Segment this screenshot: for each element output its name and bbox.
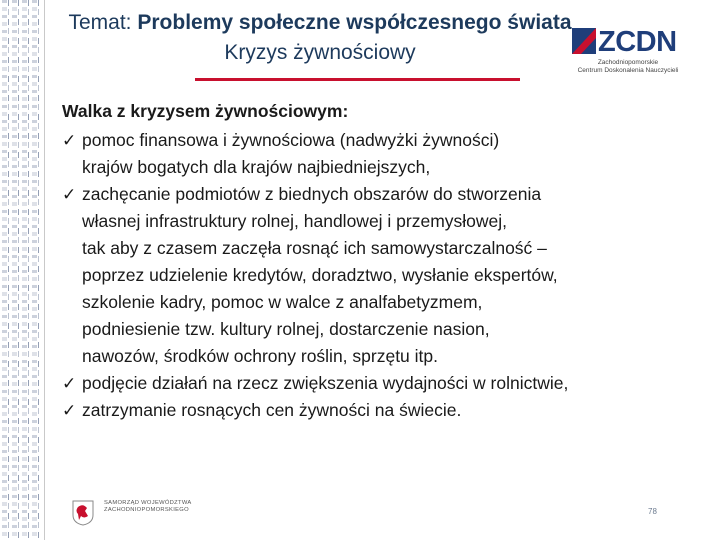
slide-content <box>62 98 702 424</box>
title-prefix: Temat: <box>68 11 138 34</box>
handwriting-decoration <box>0 0 46 540</box>
checkmark-icon: ✓ <box>62 374 77 393</box>
griffin-crest-icon <box>72 500 94 526</box>
footer-logo-text: SAMORZĄD WOJEWÓDZTWA ZACHODNIOPOMORSKIEGO <box>104 500 192 513</box>
list-item: ✓ pomoc finansowa i żywnościowa (nadwyżki żywności) krajów bogatych dla krajów najbiedniejszych, <box>62 127 702 181</box>
footer-logo <box>72 498 202 534</box>
title-underline <box>195 78 520 81</box>
checkmark-icon: ✓ <box>62 401 77 420</box>
title-topic: Problemy społeczne współczesnego świata <box>137 11 572 34</box>
list-item: ✓ zatrzymanie rosnących cen żywności na świecie. <box>62 397 702 424</box>
logo-caption: Zachodniopomorskie Centrum Doskonalenia Nauczycieli <box>577 59 679 74</box>
zcdn-mark-icon <box>572 28 596 54</box>
logo-text: ZCDN <box>598 26 677 58</box>
content-heading: Walka z kryzysem żywnościowym: <box>62 101 349 121</box>
list-item: ✓ zachęcanie podmiotów z biednych obszarów do stworzenia własnej infrastruktury rolnej, handlowej i przemysłowej, tak aby z czasem zaczęła rosnąć ich samowystarczalność – poprzez udzielenie kredytów, doradztwo, wysłanie ekspertów, szkolenie kadry, pomoc w walce z analfabetyzmem, podniesienie tzw. kultury rolnej, dostarczenie nasion, nawozów, środków ochrony roślin, sprzętu itp. <box>62 181 702 370</box>
slide-title <box>60 8 580 68</box>
page-number: 78 <box>648 507 657 516</box>
zcdn-logo <box>572 26 684 76</box>
slide-subtitle: Kryzys żywnościowy <box>224 41 416 64</box>
checkmark-icon: ✓ <box>62 185 77 204</box>
checkmark-icon: ✓ <box>62 131 77 150</box>
list-item: ✓ podjęcie działań na rzecz zwiększenia wydajności w rolnictwie, <box>62 370 702 397</box>
bullet-list <box>62 127 702 424</box>
